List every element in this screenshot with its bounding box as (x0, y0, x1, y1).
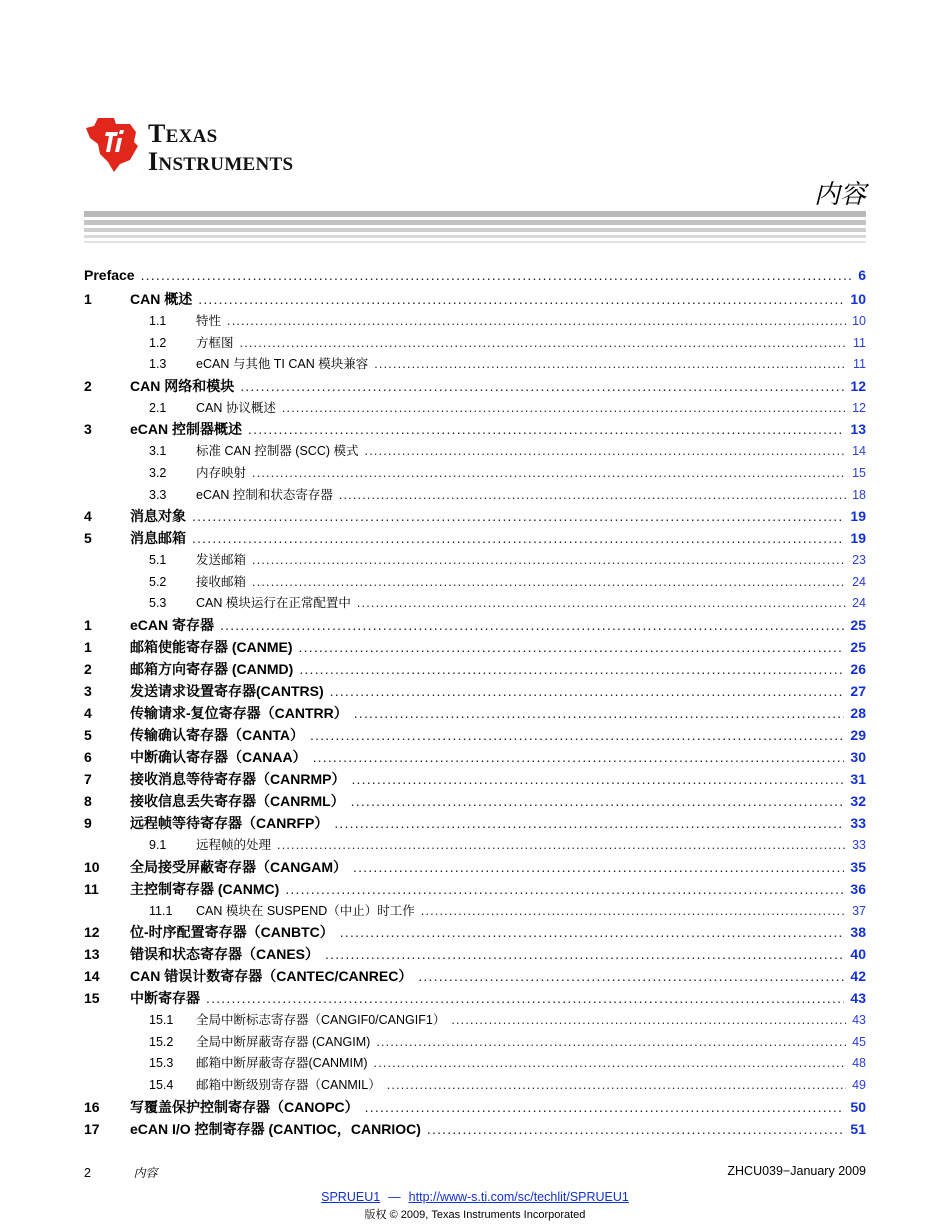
toc-entry[interactable] (84, 419, 866, 441)
toc-page-link[interactable]: 48 (852, 1056, 866, 1071)
toc-number: 11 (84, 880, 99, 897)
toc-title: CAN 概述 (130, 291, 193, 307)
toc-title: eCAN I/O 控制寄存器 (CANTIOC，CANRIOC) (130, 1120, 421, 1137)
toc-page-link[interactable]: 29 (850, 726, 866, 743)
toc-leader-dots (248, 421, 844, 437)
toc-leader-dots (339, 488, 846, 502)
toc-title: 邮箱方向寄存器 (CANMD) (130, 660, 294, 677)
page-title: 内容 (813, 180, 866, 210)
toc-title: 传输确认寄存器（CANTA） (130, 726, 304, 743)
toc-title: 方框图 (196, 335, 234, 350)
toc-number: 5.3 (149, 596, 167, 611)
toc-title: CAN 错误计数寄存器（CANTEC/CANREC） (130, 968, 413, 985)
toc-page-link[interactable]: 42 (850, 968, 866, 985)
toc-title: 邮箱使能寄存器 (CANME) (130, 638, 293, 655)
toc-leader-dots (285, 881, 844, 897)
toc-page-link[interactable]: 38 (850, 924, 866, 941)
toc-title: 消息邮箱 (130, 530, 186, 547)
toc-entry[interactable] (84, 528, 866, 550)
toc-number: 1 (84, 616, 92, 633)
toc-entry[interactable] (84, 506, 866, 528)
toc-entry[interactable] (84, 835, 866, 857)
toc-title: 主控制寄存器 (CANMC) (130, 880, 280, 897)
toc-leader-dots (451, 1013, 846, 1027)
toc-leader-dots (354, 705, 845, 721)
toc-page-link[interactable]: 11 (853, 357, 866, 372)
toc-entry[interactable] (84, 441, 866, 463)
toc-number: 11.1 (149, 903, 173, 918)
toc-entry[interactable] (84, 289, 866, 311)
toc-entry[interactable] (84, 354, 866, 376)
toc-entry[interactable] (84, 398, 866, 420)
toc-title: 接收邮箱 (196, 574, 247, 589)
toc-page-link[interactable]: 35 (850, 858, 866, 875)
toc-page-link[interactable]: 33 (850, 814, 866, 831)
bottom-bar (0, 1190, 950, 1222)
toc-number: 16 (84, 1098, 100, 1115)
toc-number: 5.1 (149, 553, 167, 568)
toc-page-link[interactable]: 32 (850, 792, 866, 809)
toc-entry[interactable] (84, 1097, 866, 1119)
toc-page-link[interactable]: 11 (853, 335, 866, 350)
toc-number: 4 (84, 508, 92, 525)
toc-entry[interactable] (84, 311, 866, 333)
toc-number: 10 (84, 858, 100, 875)
toc-title: 发送邮箱 (196, 553, 247, 568)
toc-title: eCAN 与其他 TI CAN 模块兼容 (196, 357, 369, 372)
ti-logo-icon (84, 114, 142, 174)
toc-entry[interactable] (84, 922, 866, 944)
toc-number: 1.3 (149, 357, 167, 372)
footer-page-number: 2 (84, 1166, 91, 1180)
toc-leader-dots (240, 336, 848, 350)
toc-title: 全局中断标志寄存器（CANGIF0/CANGIF1） (196, 1013, 446, 1028)
toc-leader-dots (141, 267, 853, 283)
toc-title: 传输请求-复位寄存器（CANTRR） (130, 704, 348, 721)
toc-entry[interactable] (84, 572, 866, 594)
toc-title: 位-时序配置寄存器（CANBTC） (130, 924, 334, 941)
toc-page-link[interactable]: 45 (852, 1034, 866, 1049)
toc-page-link[interactable]: 12 (850, 377, 866, 394)
toc-leader-dots (374, 357, 847, 371)
toc-entry[interactable] (84, 703, 866, 725)
toc-title: 特性 (196, 314, 222, 328)
toc-leader-dots (325, 946, 844, 962)
toc-page-link[interactable]: 24 (852, 596, 866, 611)
toc-entry[interactable] (84, 485, 866, 507)
toc-entry[interactable] (84, 1075, 866, 1097)
logo-line-2: INSTRUMENTS (148, 147, 294, 176)
toc-number: 3 (84, 682, 92, 699)
toc-number: 3.3 (149, 487, 167, 502)
toc-title: 中断确认寄存器（CANAA） (130, 748, 307, 765)
toc-leader-dots (387, 1078, 846, 1092)
toc-leader-dots (340, 924, 845, 940)
toc-leader-dots (206, 990, 844, 1006)
toc-leader-dots (334, 815, 844, 831)
toc-entry[interactable] (84, 901, 866, 923)
footer-section: 内容 (133, 1166, 158, 1180)
toc-entry[interactable] (84, 791, 866, 813)
toc-leader-dots (330, 683, 845, 699)
toc-title: 远程帧等待寄存器（CANRFP） (130, 814, 329, 831)
logo-line-1: TEXAS (148, 119, 218, 148)
toc-leader-dots (313, 749, 845, 765)
footer-doc-id: ZHCU039−January 2009 (727, 1164, 866, 1178)
toc-page-link[interactable]: 25 (850, 638, 866, 655)
toc-title: eCAN 控制和状态寄存器 (196, 487, 333, 502)
toc-number: 4 (84, 704, 92, 721)
toc-leader-dots (252, 466, 846, 480)
toc-number: 1 (84, 638, 92, 655)
toc-page-link[interactable]: 19 (850, 508, 866, 525)
toc-number: 5.2 (149, 574, 167, 589)
toc-number: 2 (84, 377, 92, 394)
toc-page-link[interactable]: 14 (852, 444, 866, 459)
toc-title: 写覆盖保护控制寄存器（CANOPC） (130, 1098, 359, 1115)
toc-leader-dots (351, 771, 844, 787)
toc-page-link[interactable]: 6 (858, 267, 866, 283)
toc-leader-dots (252, 553, 846, 567)
toc-entry[interactable] (84, 637, 866, 659)
toc-leader-dots (427, 1121, 845, 1137)
toc-title: 中断寄存器 (130, 990, 200, 1007)
toc-title: 全局接受屏蔽寄存器（CANGAM） (130, 858, 347, 875)
toc-title: 邮箱中断级别寄存器（CANMIL） (196, 1077, 381, 1092)
toc-number: 12 (84, 924, 100, 941)
toc-leader-dots (365, 1099, 845, 1115)
toc-number: 1.2 (149, 335, 167, 350)
toc-page-link[interactable]: 26 (850, 660, 866, 677)
toc-entry[interactable] (84, 879, 866, 901)
toc-entry[interactable] (84, 1119, 866, 1141)
toc-page-link[interactable]: 51 (850, 1120, 866, 1137)
header-bands (84, 211, 866, 246)
toc-entry[interactable] (84, 267, 866, 289)
toc-leader-dots (374, 1056, 847, 1070)
toc-title: Preface (84, 267, 135, 283)
toc-title: eCAN 寄存器 (130, 616, 215, 633)
toc-number: 8 (84, 792, 92, 809)
toc-title: CAN 模块在 SUSPEND（中止）时工作 (196, 903, 415, 918)
toc-page-link[interactable]: 13 (850, 421, 866, 438)
toc-leader-dots (351, 793, 845, 809)
toc-number: 5 (84, 530, 92, 547)
toc-number: 15.4 (149, 1077, 174, 1092)
toc-page-link[interactable]: 10 (852, 314, 866, 328)
toc-leader-dots (198, 291, 844, 307)
toc-leader-dots (277, 838, 846, 852)
toc-number: 7 (84, 770, 92, 787)
link-separator: — (388, 1190, 401, 1204)
toc-title: 发送请求设置寄存器(CANTRS) (130, 682, 324, 699)
doc-link[interactable]: SPRUEU1 (321, 1190, 381, 1204)
toc-leader-dots (252, 575, 846, 589)
toc-title: 错误和状态寄存器（CANES） (130, 946, 320, 963)
toc-number: 6 (84, 748, 92, 765)
toc-entry[interactable] (84, 966, 866, 988)
toc-number: 2 (84, 660, 92, 677)
toc-title: 远程帧的处理 (196, 837, 272, 852)
toc-entry[interactable] (84, 988, 866, 1010)
toc-entry[interactable] (84, 376, 866, 398)
toc-title: 全局中断屏蔽寄存器 (CANGIM) (196, 1034, 371, 1049)
toc-leader-dots (192, 508, 844, 524)
toc-number: 9.1 (149, 837, 167, 852)
toc-number: 1 (84, 291, 92, 307)
toc-entry[interactable] (84, 333, 866, 355)
techlit-url-link[interactable]: http://www-s.ti.com/sc/techlit/SPRUEU1 (408, 1190, 629, 1204)
toc-number: 5 (84, 726, 92, 743)
toc-page-link[interactable]: 36 (850, 880, 866, 897)
toc-entry[interactable] (84, 615, 866, 637)
toc-leader-dots (240, 378, 844, 394)
toc-number: 3.2 (149, 465, 167, 480)
toc-entry[interactable] (84, 463, 866, 485)
toc-page-link[interactable]: 43 (850, 990, 866, 1007)
toc-leader-dots (353, 859, 844, 875)
toc-page-link[interactable]: 25 (850, 616, 866, 633)
toc-page-link[interactable]: 10 (850, 291, 866, 307)
toc-number: 15.2 (149, 1034, 174, 1049)
toc-entry[interactable] (84, 593, 866, 615)
toc-leader-dots (299, 661, 844, 677)
toc-entry[interactable] (84, 659, 866, 681)
toc-page-link[interactable]: 37 (852, 903, 866, 918)
toc-page-link[interactable]: 23 (852, 553, 866, 568)
toc-title: CAN 网络和模块 (130, 377, 235, 394)
toc-number: 3.1 (149, 444, 167, 459)
copyright: 版权 © 2009, Texas Instruments Incorporated (364, 1209, 586, 1221)
toc-entry[interactable] (84, 1032, 866, 1054)
toc-title: 消息对象 (130, 508, 186, 525)
toc-number: 13 (84, 946, 100, 963)
toc-page-link[interactable]: 30 (850, 748, 866, 765)
toc-entry[interactable] (84, 550, 866, 572)
toc-page-link[interactable]: 40 (850, 946, 866, 963)
toc-entry[interactable] (84, 944, 866, 966)
toc-leader-dots (220, 617, 844, 633)
toc-page-link[interactable]: 43 (852, 1013, 866, 1028)
toc-leader-dots (365, 444, 847, 458)
toc-page-link[interactable]: 33 (852, 837, 866, 852)
toc-page-link[interactable]: 31 (850, 770, 866, 787)
ti-logo (84, 114, 334, 178)
toc-page-link[interactable]: 28 (850, 704, 866, 721)
toc-title: CAN 模块运行在正常配置中 (196, 596, 351, 611)
toc-entry[interactable] (84, 747, 866, 769)
toc-leader-dots (357, 596, 846, 610)
toc-title: eCAN 控制器概述 (130, 421, 243, 438)
toc-title: CAN 协议概述 (196, 400, 276, 415)
toc-number: 15.1 (149, 1013, 174, 1028)
toc-title: 内存映射 (196, 465, 247, 480)
toc-entry[interactable] (84, 769, 866, 791)
toc-title: 接收消息等待寄存器（CANRMP） (130, 770, 346, 787)
toc-entry[interactable] (84, 725, 866, 747)
table-of-contents (84, 267, 866, 1141)
toc-entry[interactable] (84, 1053, 866, 1075)
toc-entry[interactable] (84, 857, 866, 879)
toc-leader-dots (421, 904, 846, 918)
toc-page-link[interactable]: 18 (852, 487, 866, 502)
toc-number: 15 (84, 990, 100, 1007)
toc-title: 邮箱中断屏蔽寄存器(CANMIM) (196, 1056, 368, 1071)
toc-page-link[interactable]: 49 (852, 1077, 866, 1092)
toc-number: 3 (84, 421, 92, 438)
toc-number: 14 (84, 968, 100, 985)
toc-page-link[interactable]: 19 (850, 530, 866, 547)
toc-leader-dots (282, 401, 846, 415)
toc-leader-dots (227, 314, 846, 328)
toc-page-link[interactable]: 12 (852, 400, 866, 415)
toc-number: 15.3 (149, 1056, 174, 1071)
toc-entry[interactable] (84, 813, 866, 835)
toc-page-link[interactable]: 15 (852, 465, 866, 480)
toc-page-link[interactable]: 24 (852, 574, 866, 589)
toc-page-link[interactable]: 27 (850, 682, 866, 699)
toc-leader-dots (299, 639, 845, 655)
toc-number: 1.1 (149, 314, 167, 328)
toc-leader-dots (310, 727, 844, 743)
toc-page-link[interactable]: 50 (850, 1098, 866, 1115)
toc-entry[interactable] (84, 1010, 866, 1032)
toc-leader-dots (192, 530, 844, 546)
toc-number: 9 (84, 814, 92, 831)
toc-leader-dots (376, 1035, 846, 1049)
toc-entry[interactable] (84, 681, 866, 703)
toc-leader-dots (418, 968, 844, 984)
toc-title: 接收信息丢失寄存器（CANRML） (130, 792, 345, 809)
toc-title: 标准 CAN 控制器 (SCC) 模式 (196, 444, 359, 459)
toc-number: 17 (84, 1120, 100, 1137)
toc-number: 2.1 (149, 400, 167, 415)
